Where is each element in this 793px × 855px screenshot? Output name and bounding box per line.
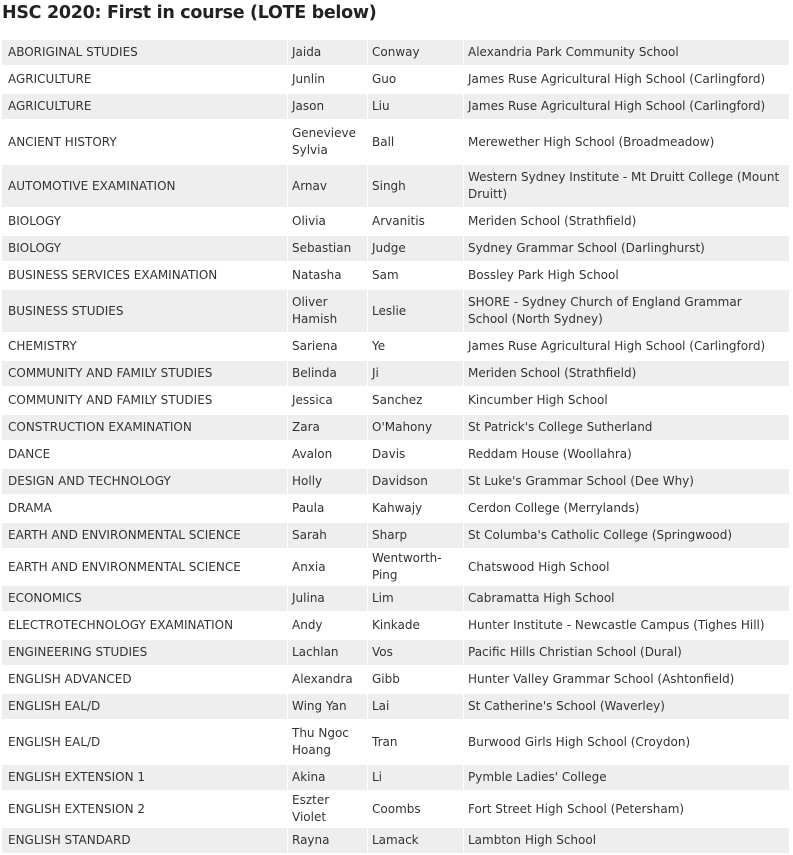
last-name-cell: Singh xyxy=(367,165,463,207)
table-row xyxy=(2,523,789,548)
course-cell: ECONOMICS xyxy=(2,586,287,611)
last-name-cell: Ye xyxy=(367,334,463,359)
last-name-cell: Davis xyxy=(367,442,463,467)
table-row xyxy=(2,550,789,584)
course-cell: ENGLISH ADVANCED xyxy=(2,667,287,692)
course-cell: ELECTROTECHNOLOGY EXAMINATION xyxy=(2,613,287,638)
first-name-cell: Thu Ngoc Hoang xyxy=(287,721,367,763)
school-cell: Lambton High School xyxy=(463,828,789,853)
last-name-cell: Sharp xyxy=(367,523,463,548)
table-row xyxy=(2,442,789,467)
table-row xyxy=(2,721,789,763)
first-name-cell: Arnav xyxy=(287,165,367,207)
last-name-cell: Leslie xyxy=(367,290,463,332)
first-name-cell: Julina xyxy=(287,586,367,611)
last-name-cell: Arvanitis xyxy=(367,209,463,234)
table-row xyxy=(2,263,789,288)
table-row xyxy=(2,667,789,692)
course-cell: ANCIENT HISTORY xyxy=(2,121,287,163)
school-cell: Pacific Hills Christian School (Dural) xyxy=(463,640,789,665)
school-cell: Hunter Institute - Newcastle Campus (Tighes Hill) xyxy=(463,613,789,638)
table-row xyxy=(2,361,789,386)
course-cell: EARTH AND ENVIRONMENTAL SCIENCE xyxy=(2,550,287,584)
school-cell: Reddam House (Woollahra) xyxy=(463,442,789,467)
first-name-cell: Sebastian xyxy=(287,236,367,261)
table-row xyxy=(2,67,789,92)
last-name-cell: Gibb xyxy=(367,667,463,692)
school-cell: Pymble Ladies' College xyxy=(463,765,789,790)
table-row xyxy=(2,165,789,207)
school-cell: Burwood Girls High School (Croydon) xyxy=(463,721,789,763)
table-row xyxy=(2,290,789,332)
first-name-cell: Lachlan xyxy=(287,640,367,665)
school-cell: Western Sydney Institute - Mt Druitt College (Mount Druitt) xyxy=(463,165,789,207)
table-row xyxy=(2,334,789,359)
table-row xyxy=(2,469,789,494)
results-table-body xyxy=(2,40,789,853)
last-name-cell: Lai xyxy=(367,694,463,719)
last-name-cell: Conway xyxy=(367,40,463,65)
school-cell: James Ruse Agricultural High School (Carlingford) xyxy=(463,94,789,119)
last-name-cell: Sanchez xyxy=(367,388,463,413)
school-cell: Meriden School (Strathfield) xyxy=(463,361,789,386)
first-name-cell: Wing Yan xyxy=(287,694,367,719)
first-name-cell: Paula xyxy=(287,496,367,521)
course-cell: ENGLISH EXTENSION 2 xyxy=(2,792,287,826)
table-row xyxy=(2,415,789,440)
course-cell: COMMUNITY AND FAMILY STUDIES xyxy=(2,388,287,413)
table-row xyxy=(2,828,789,853)
course-cell: AGRICULTURE xyxy=(2,67,287,92)
first-name-cell: Akina xyxy=(287,765,367,790)
last-name-cell: Coombs xyxy=(367,792,463,826)
course-cell: ENGLISH STANDARD xyxy=(2,828,287,853)
first-name-cell: Junlin xyxy=(287,67,367,92)
table-row xyxy=(2,94,789,119)
last-name-cell: Ji xyxy=(367,361,463,386)
school-cell: Alexandria Park Community School xyxy=(463,40,789,65)
first-name-cell: Sarah xyxy=(287,523,367,548)
first-name-cell: Holly xyxy=(287,469,367,494)
course-cell: BUSINESS SERVICES EXAMINATION xyxy=(2,263,287,288)
course-cell: CONSTRUCTION EXAMINATION xyxy=(2,415,287,440)
first-name-cell: Belinda xyxy=(287,361,367,386)
first-name-cell: Rayna xyxy=(287,828,367,853)
table-row xyxy=(2,496,789,521)
school-cell: Fort Street High School (Petersham) xyxy=(463,792,789,826)
last-name-cell: Guo xyxy=(367,67,463,92)
table-row xyxy=(2,640,789,665)
first-name-cell: Jason xyxy=(287,94,367,119)
table-row xyxy=(2,209,789,234)
first-name-cell: Olivia xyxy=(287,209,367,234)
school-cell: Cerdon College (Merrylands) xyxy=(463,496,789,521)
school-cell: James Ruse Agricultural High School (Carlingford) xyxy=(463,67,789,92)
school-cell: St Patrick's College Sutherland xyxy=(463,415,789,440)
school-cell: Chatswood High School xyxy=(463,550,789,584)
course-cell: DANCE xyxy=(2,442,287,467)
school-cell: St Catherine's School (Waverley) xyxy=(463,694,789,719)
first-name-cell: Eszter Violet xyxy=(287,792,367,826)
course-cell: ENGLISH EAL/D xyxy=(2,721,287,763)
table-row xyxy=(2,121,789,163)
school-cell: St Luke's Grammar School (Dee Why) xyxy=(463,469,789,494)
course-cell: DESIGN AND TECHNOLOGY xyxy=(2,469,287,494)
first-name-cell: Genevieve Sylvia xyxy=(287,121,367,163)
course-cell: ENGLISH EAL/D xyxy=(2,694,287,719)
school-cell: James Ruse Agricultural High School (Carlingford) xyxy=(463,334,789,359)
table-row xyxy=(2,40,789,65)
first-name-cell: Jaida xyxy=(287,40,367,65)
last-name-cell: Vos xyxy=(367,640,463,665)
last-name-cell: Liu xyxy=(367,94,463,119)
course-cell: BUSINESS STUDIES xyxy=(2,290,287,332)
table-row xyxy=(2,792,789,826)
results-table xyxy=(2,38,789,855)
last-name-cell: Sam xyxy=(367,263,463,288)
first-name-cell: Natasha xyxy=(287,263,367,288)
school-cell: Hunter Valley Grammar School (Ashtonfield) xyxy=(463,667,789,692)
first-name-cell: Anxia xyxy=(287,550,367,584)
school-cell: Bossley Park High School xyxy=(463,263,789,288)
course-cell: AUTOMOTIVE EXAMINATION xyxy=(2,165,287,207)
first-name-cell: Avalon xyxy=(287,442,367,467)
course-cell: AGRICULTURE xyxy=(2,94,287,119)
course-cell: EARTH AND ENVIRONMENTAL SCIENCE xyxy=(2,523,287,548)
first-name-cell: Jessica xyxy=(287,388,367,413)
course-cell: ENGLISH EXTENSION 1 xyxy=(2,765,287,790)
last-name-cell: Kinkade xyxy=(367,613,463,638)
first-name-cell: Andy xyxy=(287,613,367,638)
last-name-cell: Lamack xyxy=(367,828,463,853)
table-row xyxy=(2,694,789,719)
school-cell: Meriden School (Strathfield) xyxy=(463,209,789,234)
last-name-cell: Ball xyxy=(367,121,463,163)
course-cell: BIOLOGY xyxy=(2,236,287,261)
last-name-cell: Li xyxy=(367,765,463,790)
school-cell: Merewether High School (Broadmeadow) xyxy=(463,121,789,163)
last-name-cell: Kahwajy xyxy=(367,496,463,521)
school-cell: Sydney Grammar School (Darlinghurst) xyxy=(463,236,789,261)
first-name-cell: Alexandra xyxy=(287,667,367,692)
school-cell: Cabramatta High School xyxy=(463,586,789,611)
course-cell: COMMUNITY AND FAMILY STUDIES xyxy=(2,361,287,386)
table-row xyxy=(2,236,789,261)
first-name-cell: Oliver Hamish xyxy=(287,290,367,332)
last-name-cell: Tran xyxy=(367,721,463,763)
table-row xyxy=(2,388,789,413)
school-cell: St Columba's Catholic College (Springwood) xyxy=(463,523,789,548)
last-name-cell: Wentworth-Ping xyxy=(367,550,463,584)
course-cell: BIOLOGY xyxy=(2,209,287,234)
course-cell: CHEMISTRY xyxy=(2,334,287,359)
first-name-cell: Zara xyxy=(287,415,367,440)
first-name-cell: Sariena xyxy=(287,334,367,359)
table-row xyxy=(2,765,789,790)
page-title: HSC 2020: First in course (LOTE below) xyxy=(2,3,377,23)
last-name-cell: Davidson xyxy=(367,469,463,494)
course-cell: DRAMA xyxy=(2,496,287,521)
course-cell: ENGINEERING STUDIES xyxy=(2,640,287,665)
last-name-cell: O'Mahony xyxy=(367,415,463,440)
last-name-cell: Judge xyxy=(367,236,463,261)
course-cell: ABORIGINAL STUDIES xyxy=(2,40,287,65)
last-name-cell: Lim xyxy=(367,586,463,611)
table-row xyxy=(2,586,789,611)
table-row xyxy=(2,613,789,638)
school-cell: Kincumber High School xyxy=(463,388,789,413)
school-cell: SHORE - Sydney Church of England Grammar School (North Sydney) xyxy=(463,290,789,332)
